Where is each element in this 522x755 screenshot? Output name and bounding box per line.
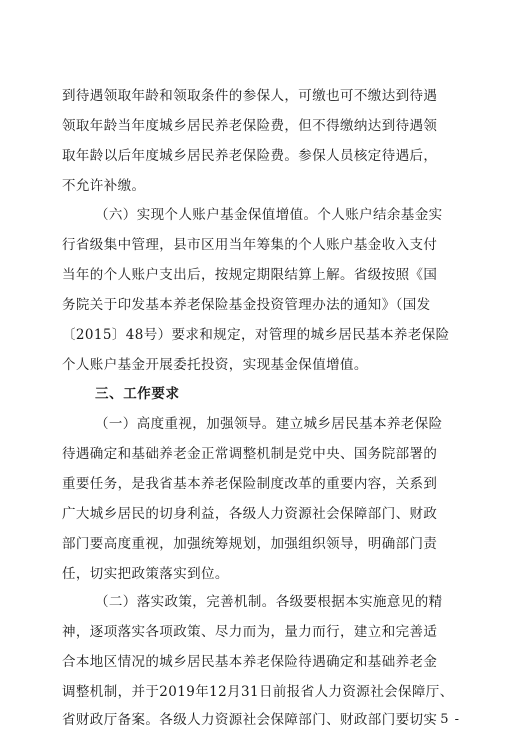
body-text-line: 取年龄以后年度城乡居民养老保险费。参保人员核定待遇后， xyxy=(62,148,438,164)
body-text-line: 部门要高度重视，加强统筹规划，加强组织领导，明确部门责 xyxy=(62,536,438,552)
body-text-line: 待遇确定和基础养老金正常调整机制是党中央、国务院部署的 xyxy=(62,446,438,462)
body-text-line: 行省级集中管理，县市区用当年筹集的个人账户基金收入支付 xyxy=(62,237,438,253)
body-text-line: 当年的个人账户支出后，按规定期限结算上解。省级按照《国 xyxy=(62,267,438,283)
section-heading: 三、工作要求 xyxy=(95,386,180,402)
body-text-line: 到待遇领取年龄和领取条件的参保人，可缴也可不缴达到待遇 xyxy=(62,88,438,104)
body-text-line: 广大城乡居民的切身利益，各级人力资源社会保障部门、财政 xyxy=(62,506,438,522)
paragraph-first-line: （六）实现个人账户基金保值增值。个人账户结余基金实 xyxy=(95,207,443,223)
body-text-line: 重要任务，是我省基本养老保险制度改革的重要内容，关系到 xyxy=(62,476,438,492)
paragraph-first-line: （二）落实政策，完善机制。各级要根据本实施意见的精 xyxy=(95,594,443,610)
body-text-line: 领取年龄当年度城乡居民养老保险费，但不得缴纳达到待遇领 xyxy=(62,118,438,134)
body-text-line: 〔2015〕48号）要求和规定，对管理的城乡居民基本养老保险 xyxy=(62,327,450,343)
paragraph-first-line: （一）高度重视，加强领导。建立城乡居民基本养老保险 xyxy=(95,416,443,432)
body-text-line: 个人账户基金开展委托投资，实现基金保值增值。 xyxy=(62,357,368,373)
body-text-line: 调整机制，并于2019年12月31日前报省人力资源社会保障厅、 xyxy=(62,684,454,700)
body-text-line: 省财政厅备案。各级人力资源社会保障部门、财政部门要切实 xyxy=(62,712,438,728)
body-text-line: 神，逐项落实各项政策、尽力而为，量力而行，建立和完善适 xyxy=(62,624,438,640)
body-text-line: 不允许补缴。 xyxy=(62,178,146,194)
body-text-line: 务院关于印发基本养老保险基金投资管理办法的通知》（国发 xyxy=(62,297,431,313)
page-number: - 5 - xyxy=(429,712,460,727)
body-text-line: 任，切实把政策落实到位。 xyxy=(62,566,229,582)
body-text-line: 合本地区情况的城乡居民基本养老保险待遇确定和基础养老金 xyxy=(62,654,438,670)
